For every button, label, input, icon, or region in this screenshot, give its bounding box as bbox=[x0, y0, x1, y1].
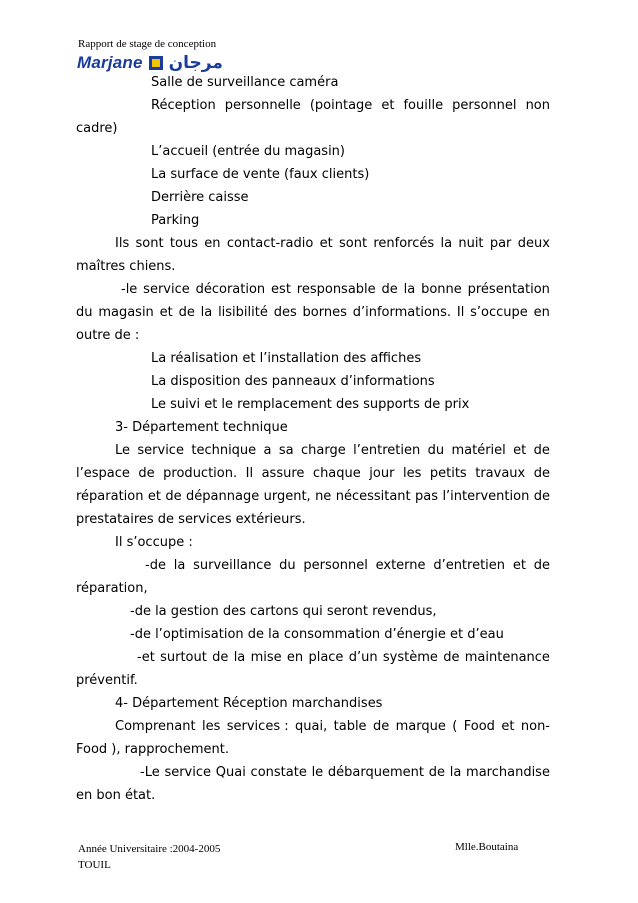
word: magasin bbox=[98, 305, 154, 320]
footer-author-surname: TOUIL bbox=[78, 859, 111, 871]
word: et bbox=[501, 719, 515, 734]
word: et bbox=[513, 443, 527, 458]
word: a bbox=[263, 443, 272, 458]
logo-arabic-text: مرجان bbox=[168, 53, 223, 73]
word: ( bbox=[452, 719, 458, 734]
list-item: Parking bbox=[151, 213, 200, 228]
word: du bbox=[279, 558, 296, 573]
text-line: prestataires de services extérieurs. bbox=[76, 512, 306, 527]
word: assure bbox=[261, 466, 305, 481]
word: de bbox=[533, 466, 550, 481]
word: deux bbox=[517, 236, 550, 251]
word: non bbox=[525, 98, 550, 113]
word: la bbox=[173, 558, 186, 573]
word: contact-radio bbox=[226, 236, 314, 251]
word: ne bbox=[315, 489, 332, 504]
text-line: outre de : bbox=[76, 328, 140, 343]
word: maintenance bbox=[464, 650, 550, 665]
logo-emblem-icon bbox=[149, 56, 163, 70]
word: les bbox=[402, 466, 422, 481]
text-line: en bon état. bbox=[76, 788, 156, 803]
word: s’occupe bbox=[470, 305, 528, 320]
word: sont bbox=[135, 236, 164, 251]
justified-line bbox=[76, 554, 550, 577]
document-body bbox=[76, 71, 550, 807]
word: et bbox=[159, 305, 173, 320]
word: petits bbox=[429, 466, 467, 481]
word: et bbox=[381, 98, 395, 113]
word: de bbox=[443, 650, 460, 665]
word: fouille bbox=[403, 98, 444, 113]
word: responsable bbox=[296, 282, 376, 297]
word: surtout bbox=[160, 650, 207, 665]
word: -le bbox=[121, 282, 138, 297]
text-line: Il s’occupe : bbox=[115, 535, 193, 550]
word: de bbox=[533, 489, 550, 504]
word: nuit bbox=[458, 236, 484, 251]
word: service bbox=[137, 443, 184, 458]
text-line: Food ), rapprochement. bbox=[76, 742, 229, 757]
word: les bbox=[201, 719, 221, 734]
word: du bbox=[76, 305, 93, 320]
list-item: Le suivi et le remplacement des supports de prix bbox=[151, 397, 470, 412]
word: et bbox=[512, 558, 526, 573]
word: de bbox=[138, 466, 155, 481]
word: de bbox=[533, 558, 550, 573]
word: place bbox=[308, 650, 344, 665]
justified-line bbox=[76, 485, 550, 508]
footer-left bbox=[78, 841, 220, 873]
word: travaux bbox=[475, 466, 526, 481]
justified-line bbox=[76, 462, 550, 485]
word: service bbox=[143, 282, 190, 297]
word: marchandise bbox=[466, 765, 550, 780]
word: urgent, bbox=[263, 489, 311, 504]
word: surveillance bbox=[193, 558, 272, 573]
word: table bbox=[333, 719, 367, 734]
justified-line bbox=[76, 761, 550, 784]
word: production. bbox=[163, 466, 238, 481]
justified-line bbox=[76, 439, 550, 462]
word: d’informations. bbox=[352, 305, 452, 320]
word: dépannage bbox=[186, 489, 260, 504]
word: est bbox=[271, 282, 291, 297]
word: en bbox=[533, 305, 550, 320]
word: de bbox=[428, 765, 445, 780]
word: et bbox=[147, 489, 161, 504]
word: de bbox=[533, 443, 550, 458]
word: Réception bbox=[151, 98, 216, 113]
text-line: réparation, bbox=[76, 581, 148, 596]
word: bonne bbox=[421, 282, 462, 297]
list-item: La réalisation et l’installation des affiches bbox=[151, 351, 422, 366]
word: Comprenant bbox=[115, 719, 196, 734]
word: en bbox=[286, 650, 304, 665]
word: sont bbox=[338, 236, 368, 251]
justified-line bbox=[76, 301, 550, 324]
word: débarquement bbox=[327, 765, 424, 780]
word: Quai bbox=[215, 765, 246, 780]
word: et bbox=[319, 236, 333, 251]
word: charge bbox=[301, 443, 346, 458]
word: jour bbox=[369, 466, 395, 481]
word: chaque bbox=[312, 466, 361, 481]
list-item: La disposition des panneaux d’informations bbox=[151, 374, 435, 389]
word: technique bbox=[191, 443, 257, 458]
footer-author: Mlle.Boutaina bbox=[455, 841, 519, 853]
word: marque bbox=[395, 719, 446, 734]
word: la bbox=[403, 282, 416, 297]
word: nécessitant bbox=[335, 489, 411, 504]
word: Ils bbox=[115, 236, 130, 251]
list-item: -de l’optimisation de la consommation d’énergie et d’eau bbox=[130, 627, 504, 642]
justified-line bbox=[76, 232, 550, 255]
list-item: Derrière caisse bbox=[151, 190, 249, 205]
word: service bbox=[164, 765, 212, 780]
justified-line bbox=[76, 715, 550, 738]
word: du bbox=[427, 443, 445, 458]
word: pas bbox=[415, 489, 439, 504]
justified-line bbox=[76, 646, 550, 669]
word: services : bbox=[226, 719, 289, 734]
word: le bbox=[311, 765, 324, 780]
word: l’intervention bbox=[442, 489, 530, 504]
word: des bbox=[273, 305, 297, 320]
word: personnel bbox=[303, 558, 368, 573]
list-item: -de la gestion des cartons qui seront revendus, bbox=[130, 604, 437, 619]
word: la bbox=[233, 650, 246, 665]
word: réparation bbox=[76, 489, 144, 504]
list-item: La surface de vente (faux clients) bbox=[151, 167, 370, 182]
text-line: préventif. bbox=[76, 673, 138, 688]
footer-academic-year: Année Universitaire :2004-2005 bbox=[78, 843, 221, 855]
section-heading: 4- Département Réception marchandises bbox=[115, 696, 383, 711]
word: matériel bbox=[451, 443, 506, 458]
word: par bbox=[489, 236, 512, 251]
word: la bbox=[440, 236, 453, 251]
text-line: cadre) bbox=[76, 121, 118, 136]
word: personnelle bbox=[224, 98, 301, 113]
word: Food bbox=[463, 719, 495, 734]
word: de bbox=[178, 305, 195, 320]
word: quai, bbox=[295, 719, 328, 734]
word: Le bbox=[115, 443, 131, 458]
word: (pointage bbox=[309, 98, 373, 113]
word: -de bbox=[145, 558, 166, 573]
word: bornes bbox=[302, 305, 347, 320]
word: tous bbox=[169, 236, 198, 251]
list-item: L’accueil (entrée du magasin) bbox=[151, 144, 345, 159]
word: d’entretien bbox=[433, 558, 506, 573]
word: l’entretien bbox=[353, 443, 421, 458]
word: de bbox=[212, 650, 229, 665]
word: Il bbox=[456, 305, 465, 320]
word: mise bbox=[250, 650, 282, 665]
logo-latin-text: Marjane bbox=[77, 53, 143, 72]
word: décoration bbox=[195, 282, 266, 297]
word: la bbox=[449, 765, 462, 780]
word: en bbox=[204, 236, 221, 251]
word: constate bbox=[250, 765, 307, 780]
word: Il bbox=[245, 466, 254, 481]
word: -et bbox=[137, 650, 155, 665]
word: non- bbox=[520, 719, 550, 734]
justified-line bbox=[76, 278, 550, 301]
word: système bbox=[382, 650, 438, 665]
word: personnel bbox=[452, 98, 517, 113]
word: l’espace bbox=[76, 466, 130, 481]
word: de bbox=[381, 282, 398, 297]
justified-line bbox=[76, 94, 550, 117]
section-heading: 3- Département technique bbox=[115, 420, 288, 435]
word: de bbox=[165, 489, 182, 504]
word: sa bbox=[278, 443, 294, 458]
word: présentation bbox=[467, 282, 550, 297]
word: la bbox=[200, 305, 213, 320]
header-title: Rapport de stage de conception bbox=[78, 38, 217, 50]
word: externe bbox=[375, 558, 426, 573]
word: d’un bbox=[348, 650, 378, 665]
list-item: Salle de surveillance caméra bbox=[151, 75, 339, 90]
word: de bbox=[372, 719, 390, 734]
text-line: maîtres chiens. bbox=[76, 259, 176, 274]
word: renforcés bbox=[373, 236, 435, 251]
word: -Le bbox=[140, 765, 160, 780]
word: lisibilité bbox=[218, 305, 268, 320]
